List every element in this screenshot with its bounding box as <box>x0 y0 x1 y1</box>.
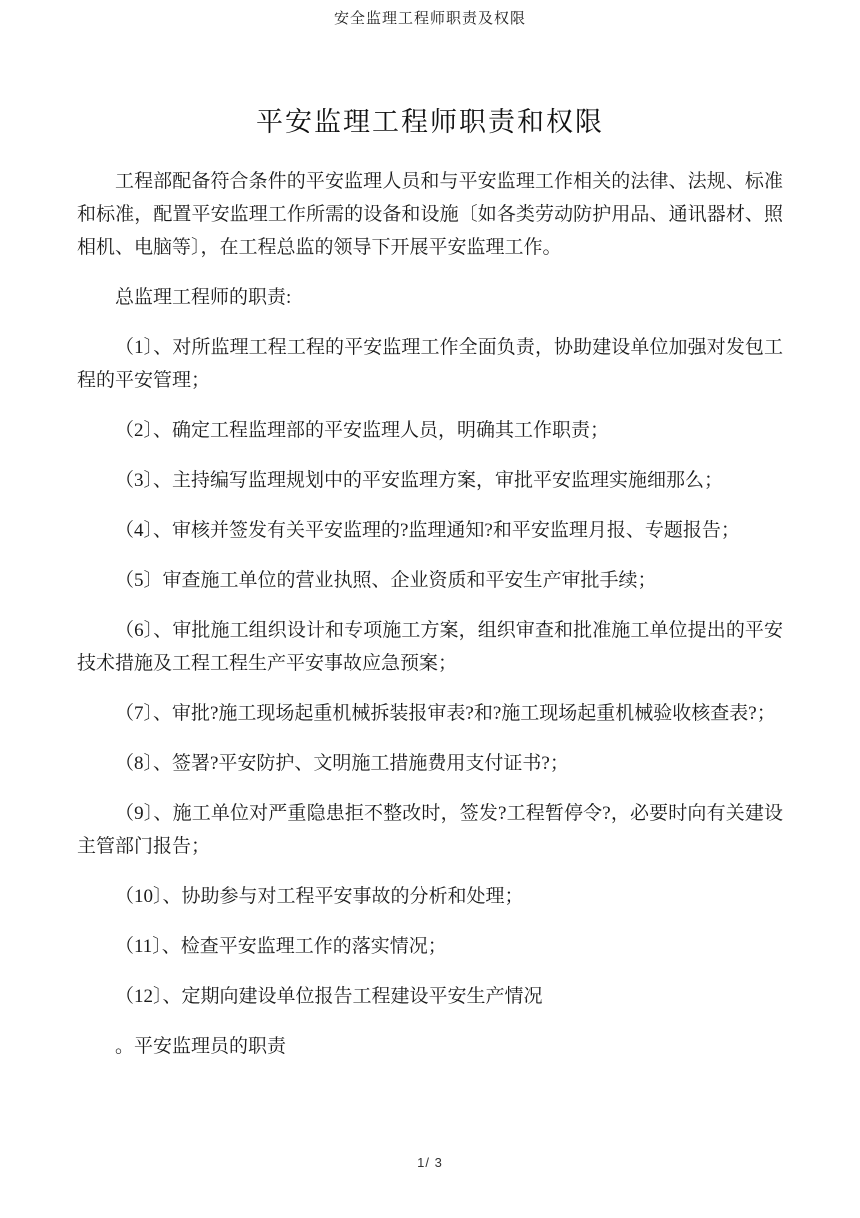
page-number: 1/ 3 <box>417 1155 443 1170</box>
paragraph: （1〕、对所监理工程工程的平安监理工作全面负责，协助建设单位加强对发包工程的平安管理； <box>77 337 783 391</box>
paragraph: （2〕、确定工程监理部的平安监理人员，明确其工作职责； <box>115 420 610 441</box>
paragraph: （11〕、检查平安监理工作的落实情况； <box>115 936 447 957</box>
paragraph: （8〕、签署?平安防护、文明施工措施费用支付证书?； <box>115 753 569 774</box>
document-header-title: 安全监理工程师职责及权限 <box>333 11 526 27</box>
paragraph: （5〕审查施工单位的营业执照、企业资质和平安生产审批手续； <box>115 570 657 591</box>
paragraph: 。平安监理员的职责 <box>115 1036 287 1057</box>
paragraph: （10〕、协助参与对工程平安事故的分析和处理； <box>115 886 524 907</box>
paragraph: （6〕、审批施工组织设计和专项施工方案，组织审查和批准施工单位提出的平安技术措施及工程工程生产平安事故应急预案； <box>77 620 783 674</box>
paragraph: （4〕、审核并签发有关平安监理的?监理通知?和平安监理月报、专题报告； <box>115 520 740 541</box>
page-title: 平安监理工程师职责和权限 <box>256 107 604 137</box>
document-body <box>77 165 783 1063</box>
paragraph: （9〕、施工单位对严重隐患拒不整改时，签发?工程暂停令?，必要时向有关建设主管部门报告； <box>77 803 783 857</box>
paragraph: 总监理工程师的职责: <box>115 287 292 308</box>
paragraph: （7〕、审批?施工现场起重机械拆装报审表?和?施工现场起重机械验收核查表?； <box>115 703 776 724</box>
paragraph: 工程部配备符合条件的平安监理人员和与平安监理工作相关的法律、法规、标准和标准，配置平安监理工作所需的设备和设施〔如各类劳动防护用品、通讯器材、照相机、电脑等〕，在工程总监的领导下开展平安监理工作。 <box>77 171 783 258</box>
paragraph: （3〕、主持编写监理规划中的平安监理方案，审批平安监理实施细那么； <box>115 470 724 491</box>
paragraph: （12〕、定期向建设单位报告工程建设平安生产情况 <box>115 986 543 1007</box>
